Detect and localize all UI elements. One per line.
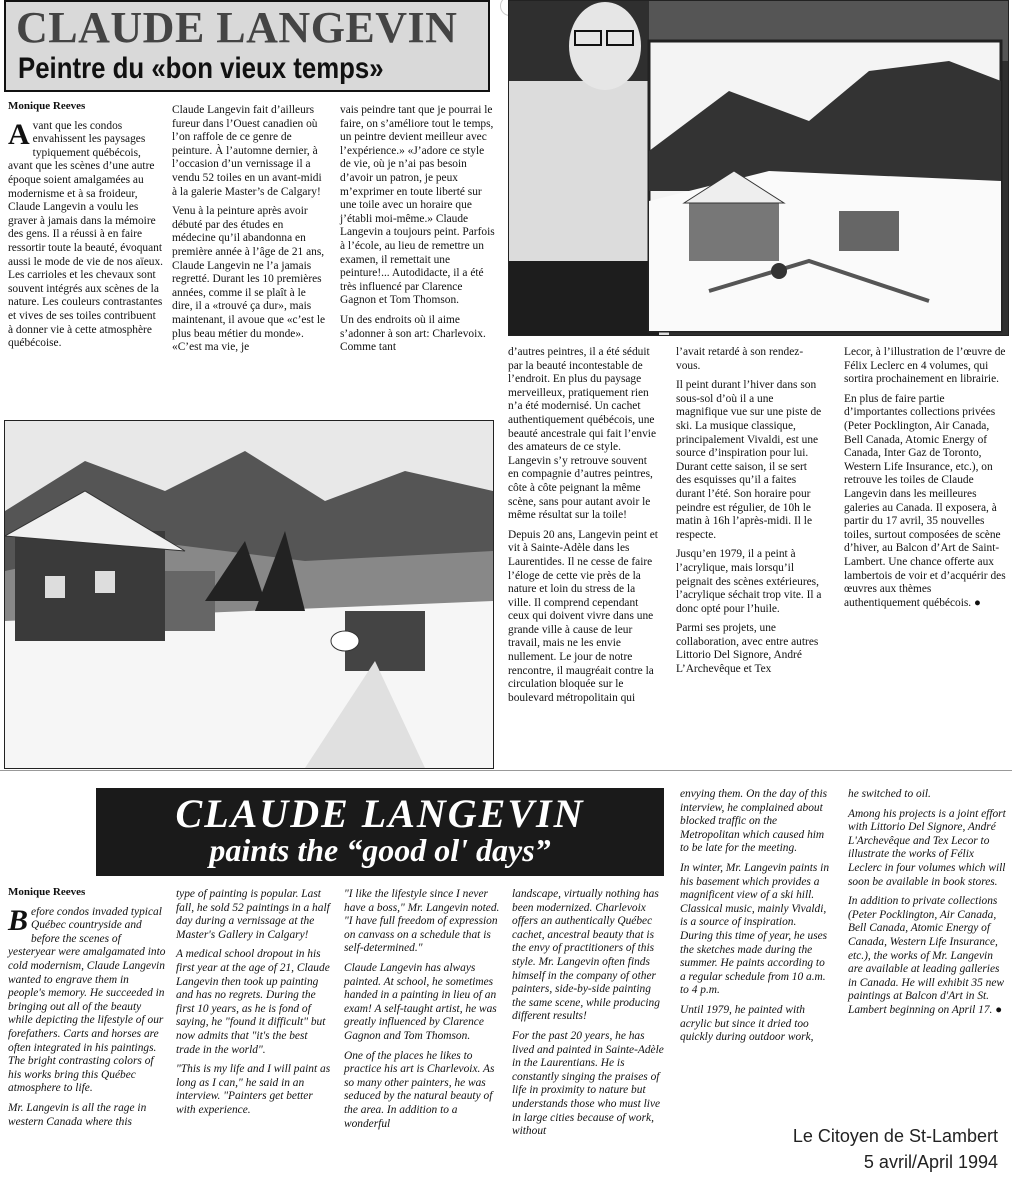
artist-photo xyxy=(508,0,1009,336)
french-dropcap: A xyxy=(8,117,30,151)
english-subheadline: paints the “good ol' days” xyxy=(209,832,551,868)
french-column-4 xyxy=(508,346,658,711)
landscape-painting xyxy=(4,420,494,769)
french-byline: Monique Reeves xyxy=(8,100,86,112)
french-paragraph: l’avait retardé à son rendez-vous. xyxy=(676,346,804,372)
english-paragraph: he switched to oil. xyxy=(848,788,931,800)
french-column-1 xyxy=(8,100,163,357)
english-dropcap: B xyxy=(8,903,29,937)
english-column-2 xyxy=(176,888,332,1124)
french-paragraph: Claude Langevin fait d’ailleurs fureur dans l’Ouest canadien où l’on raffole de ce genre de peinture. À l’automne dernier, à l’occasion d’un vernissage il a vendu 52 toiles en un avant-midi à la galerie Master’s de Calgary! xyxy=(172,104,322,198)
french-subheadline: Peintre du «bon vieux temps» xyxy=(18,52,384,85)
french-paragraph: En plus de faire partie d’importantes collections privées (Peter Pocklington, Air Canada, Bell Canada, Atomic Energy of Canada, Inter Gaz de Toronto, Western Life Insurance, etc.), on retrouve les toiles de Claude Langevin dans les meilleures galeries au Canada. Il exposera, à partir du 17 avril, 35 nouvelles toiles, surtout composées de scène d’hiver, au Balcon d’Art de Saint-Lambert. Une chance offerte aux lambertois de voir et d’acquérir des œuvres aux thèmes authentiquement québécois. ● xyxy=(844,393,1006,611)
english-paragraph: A medical school dropout in his first year at the age of 21, Claude Langevin then took up painting and has no regrets. During the first 10 years, as he is fond of saying, he "found it difficult" but now admits that "it's the best trade in the world". xyxy=(176,948,330,1056)
french-paragraph: Lecor, à l’illustration de l’œuvre de Félix Leclerc en 4 volumes, qui sortira prochainement en librairie. xyxy=(844,346,1006,386)
english-column-3 xyxy=(344,888,500,1137)
english-paragraph: efore condos invaded typical Québec countryside and before the scenes of yesteryear were amalgamated into cold modernism, Claude Langevin wanted to engrave them in people's memory. He succeeded in bringing out all of the beauty while depicting the lifestyle of our forefathers. Carts and horses are often integrated in his paintings. The bright contrasting colors of his works bring this Québec atmosphere to life. xyxy=(8,905,166,1095)
french-paragraph: d’autres peintres, il a été séduit par la beauté incontestable de l’endroit. En plus du paysage merveilleux, pratiquement rien n’a été modernisé. Un cachet authentiquement québécois, une beauté ancestrale qui fait l’envie des amateurs de ce style. Langevin s’y retrouve souvent en compagnie d’autres peintres, côte à côte peignant la même scène, sans pour autant avoir le même résultat sur la toile! xyxy=(508,346,657,522)
english-column-4 xyxy=(512,888,666,1145)
english-paragraph: envying them. On the day of this interview, he complained about blocked traffic on the Metropolitan which caused him to be late for the meeting. xyxy=(680,788,828,855)
english-byline: Monique Reeves xyxy=(8,886,86,898)
english-paragraph: In winter, Mr. Langevin paints in his basement which provides a magnificent view of a ski hill. Classical music, mainly Vivaldi, is a source of inspiration. During this time of year, he uses the sketches made during the summer. He paints according to a regular schedule from 10 a.m. to 4 p.m. xyxy=(680,861,830,997)
french-paragraph: Un des endroits où il aime s’adonner à son art: Charlevoix. Comme tant xyxy=(340,313,486,354)
english-paragraph: "I like the lifestyle since I never have a boss," Mr. Langevin noted. "I have full freedom of expression on canvass on a schedule that is self-determined." xyxy=(344,888,500,955)
english-paragraph: One of the places he likes to practice his art is Charlevoix. As so many other painters, he was seduced by the natural beauty of the area. In addition to a wonderful xyxy=(344,1049,495,1130)
french-paragraph: Venu à la peinture après avoir débuté par des études en médecine qu’il abandonna en première année à l’âge de 21 ans, Claude Langevin ne l’a jamais regretté. Durant les 10 premières années, comme il se plaît à le dire, il a «trouvé ça dur», mais maintenant, il avoue que «c’est le plus beau métier du monde». «C’est ma vie, je xyxy=(172,205,326,354)
french-paragraph: Depuis 20 ans, Langevin peint et vit à Sainte-Adèle dans les Laurentides. Il ne cesse de faire l’éloge de cette vie près de la nature et loin du stress de la ville. Il comprend cependant ceux qui doivent vivre dans une grande ville à cause de leur travail, mais ne les envie nullement. Le jour de notre rencontre, il maugréait contre la circulation bloquée sur le boulevard métropolitain qui xyxy=(508,528,658,704)
english-paragraph: Mr. Langevin is all the rage in western Canada where this xyxy=(8,1101,147,1128)
french-column-5 xyxy=(676,346,822,683)
english-column-5 xyxy=(680,788,832,1051)
french-paragraph: vant que les condos envahissent les paysages typiquement québécois, avant que les scènes d’une autre époque soient amalgamées au modernisme et à sa froideur, Claude Langevin a voulu les graver à jamais dans la mémoire des gens. Il a réussi à en faire ressortir toute la beauté, évoquant aussi le mode de vie de nos aïeux. Les carrioles et les chevaux sont souvent intégrés aux scènes de la nature. Les couleurs contrastantes et vives de ses toiles contribuent à donner vie à cette atmosphère québécoise. xyxy=(8,119,163,350)
english-paragraph: Claude Langevin has always painted. At school, he sometimes handed in a painting in lieu of an exam! A self-taught artist, he was greatly influenced by Clarence Gagnon and Tom Thomson. xyxy=(344,961,497,1042)
section-divider xyxy=(0,770,1012,771)
french-paragraph: Jusqu’en 1979, il a peint à l’acrylique, mais lorsqu’il peignait des scènes extérieures, l’acrylique séchait trop vite. Il a donc opté pour l’huile. xyxy=(676,548,822,615)
french-paragraph: Il peint durant l’hiver dans son sous-sol d’où il a une magnifique vue sur une piste de ski. La musique classique, principalement Vivaldi, est une source d’inspiration pour lui. Durant cette saison, il se sert des esquisses qu’il a faites durant l’été. Son horaire pour peindre est régulier, de 10h le matin à 16h l’après-midi. Il le respecte. xyxy=(676,379,822,541)
english-paragraph: landscape, virtually nothing has been modernized. Charlevoix offers an authentically Québec cachet, ancestral beauty that is the envy of practitioners of this style. Mr. Langevin often finds himself in the company of other painters, side-by-side painting the same scene, while producing different results! xyxy=(512,888,660,1023)
publication-date: 5 avril/April 1994 xyxy=(863,1152,998,1172)
french-headline: CLAUDE LANGEVIN xyxy=(16,3,458,52)
french-paragraph: Parmi ses projets, une collaboration, avec entre autres Littorio Del Signore, André L’Archevêque et Tex xyxy=(676,622,819,676)
french-paragraph: vais peindre tant que je pourrai le faire, on s’améliore tout le temps, un peintre devient meilleur avec l’expérience.» «J’adore ce style de vie, où je n’ai pas besoin d’avoir un patron, je peux m’exprimer en toute liberté sur une toile avec un horaire que j’établi moi-même.» Claude Langevin a toujours peint. Parfois à l’école, au lieu de remettre un examen, il remettait une peinture!... Autodidacte, il a été très influencé par Clarence Gagnon et Tom Thomson. xyxy=(340,104,495,307)
french-column-2 xyxy=(172,104,327,361)
painting-illustration xyxy=(5,421,493,768)
english-paragraph: In addition to private collections (Peter Pocklington, Air Canada, Bell Canada, Atomic Energy of Canada, Western Life Insurance, etc.), the works of Mr. Langevin are available at leading galleries in Canada. He will exhibit 35 new paintings at Balcon d'Art in St. Lambert beginning on April 17. ● xyxy=(848,895,1006,1017)
english-paragraph: For the past 20 years, he has lived and painted in Sainte-Adèle in the Laurentians. He is constantly singing the praises of life in proximity to nature but understands those who must live in large cities because of work, without xyxy=(512,1029,664,1138)
english-paragraph: Until 1979, he painted with acrylic but since it dried too quickly during outdoor work, xyxy=(680,1003,814,1044)
french-column-3 xyxy=(340,104,496,361)
french-title-box xyxy=(4,0,490,92)
english-paragraph: "This is my life and I will paint as long as I can," he said in an interview. "Painters get better with experience. xyxy=(176,1063,331,1116)
artist-photo-illustration xyxy=(509,1,1008,335)
english-column-6 xyxy=(848,788,1006,1024)
english-paragraph: type of painting is popular. Last fall, he sold 52 paintings in a half day during a vernissage at the Master's Gallery in Calgary! xyxy=(176,888,330,941)
french-column-6 xyxy=(844,346,1006,616)
english-paragraph: Among his projects is a joint effort with Littorio Del Signore, André L'Archevêque and Tex Lecor to illustrate the works of Félix Leclerc in four volumes which will soon be available in book stores. xyxy=(848,807,1006,888)
english-title-banner xyxy=(96,788,664,876)
english-headline: CLAUDE LANGEVIN xyxy=(175,791,585,836)
newspaper-name: Le Citoyen de St-Lambert xyxy=(792,1126,998,1146)
english-column-1 xyxy=(8,886,168,1135)
